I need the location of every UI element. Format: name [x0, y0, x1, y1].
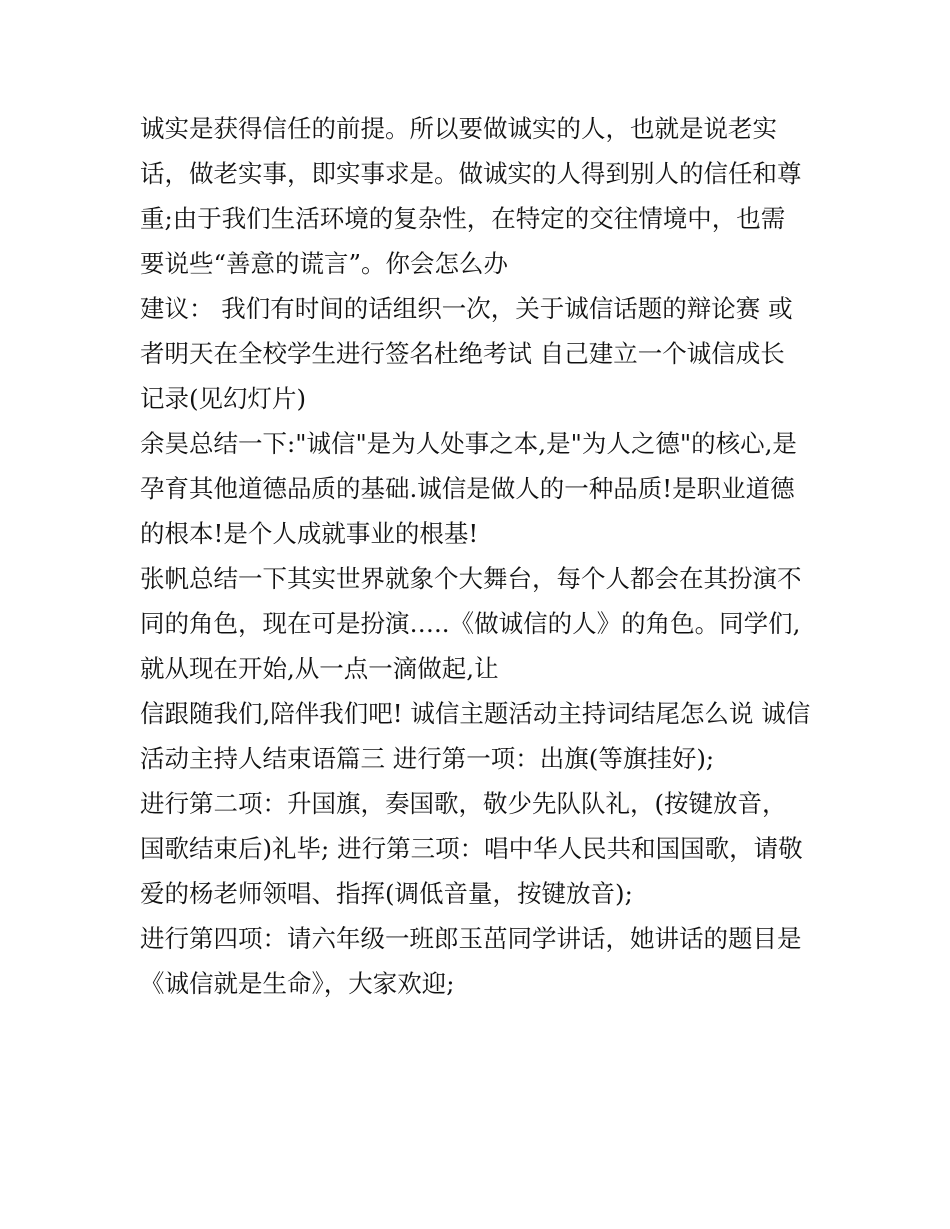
text-line: 的根本!是个人成就事业的根基!: [140, 519, 479, 548]
text-line: 者明天在全校学生进行签名杜绝考试 自己建立一个诚信成长: [140, 339, 785, 368]
text-line: 进行第二项：升国旗，奏国歌，敬少先队队礼，(按键放音，: [140, 789, 787, 818]
text-line: 孕育其他道德品质的基础.诚信是做人的一种品质!是职业道德: [140, 474, 795, 503]
text-line: 同的角色，现在可是扮演…..《做诚信的人》的角色。同学们,: [140, 609, 801, 638]
text-line: 就从现在开始,从一点一滴做起,让: [140, 654, 499, 683]
text-line: 余昊总结一下:"诚信"是为人处事之本,是"为人之德"的核心,是: [140, 429, 797, 458]
text-line: 进行第四项：请六年级一班郎玉茁同学讲话，她讲话的题目是: [140, 924, 802, 953]
text-line: 国歌结束后)礼毕; 进行第三项：唱中华人民共和国国歌，请敬: [140, 834, 803, 863]
text-line: 记录(见幻灯片): [140, 384, 307, 413]
text-line: 张帆总结一下其实世界就象个大舞台，每个人都会在其扮演不: [140, 564, 802, 593]
text-line: 诚实是获得信任的前提。所以要做诚实的人，也就是说老实: [140, 114, 777, 143]
text-line: 信跟随我们,陪伴我们吧! 诚信主题活动主持词结尾怎么说 诚信: [140, 699, 811, 728]
text-line: 重;由于我们生活环境的复杂性，在特定的交往情境中，也需: [140, 204, 786, 233]
document-body: [140, 106, 830, 1006]
text-line: 要说些“善意的谎言”。你会怎么办: [140, 249, 509, 278]
text-line: 话，做老实事，即实事求是。做诚实的人得到别人的信任和尊: [140, 159, 802, 188]
text-line: 活动主持人结束语篇三 进行第一项：出旗(等旗挂好);: [140, 744, 715, 773]
text-line: 爱的杨老师领唱、指挥(调低音量，按键放音);: [140, 879, 633, 908]
text-line: 建议： 我们有时间的话组织一次，关于诚信话题的辩论赛 或: [140, 294, 793, 323]
text-line: 《诚信就是生命》，大家欢迎;: [140, 969, 455, 998]
